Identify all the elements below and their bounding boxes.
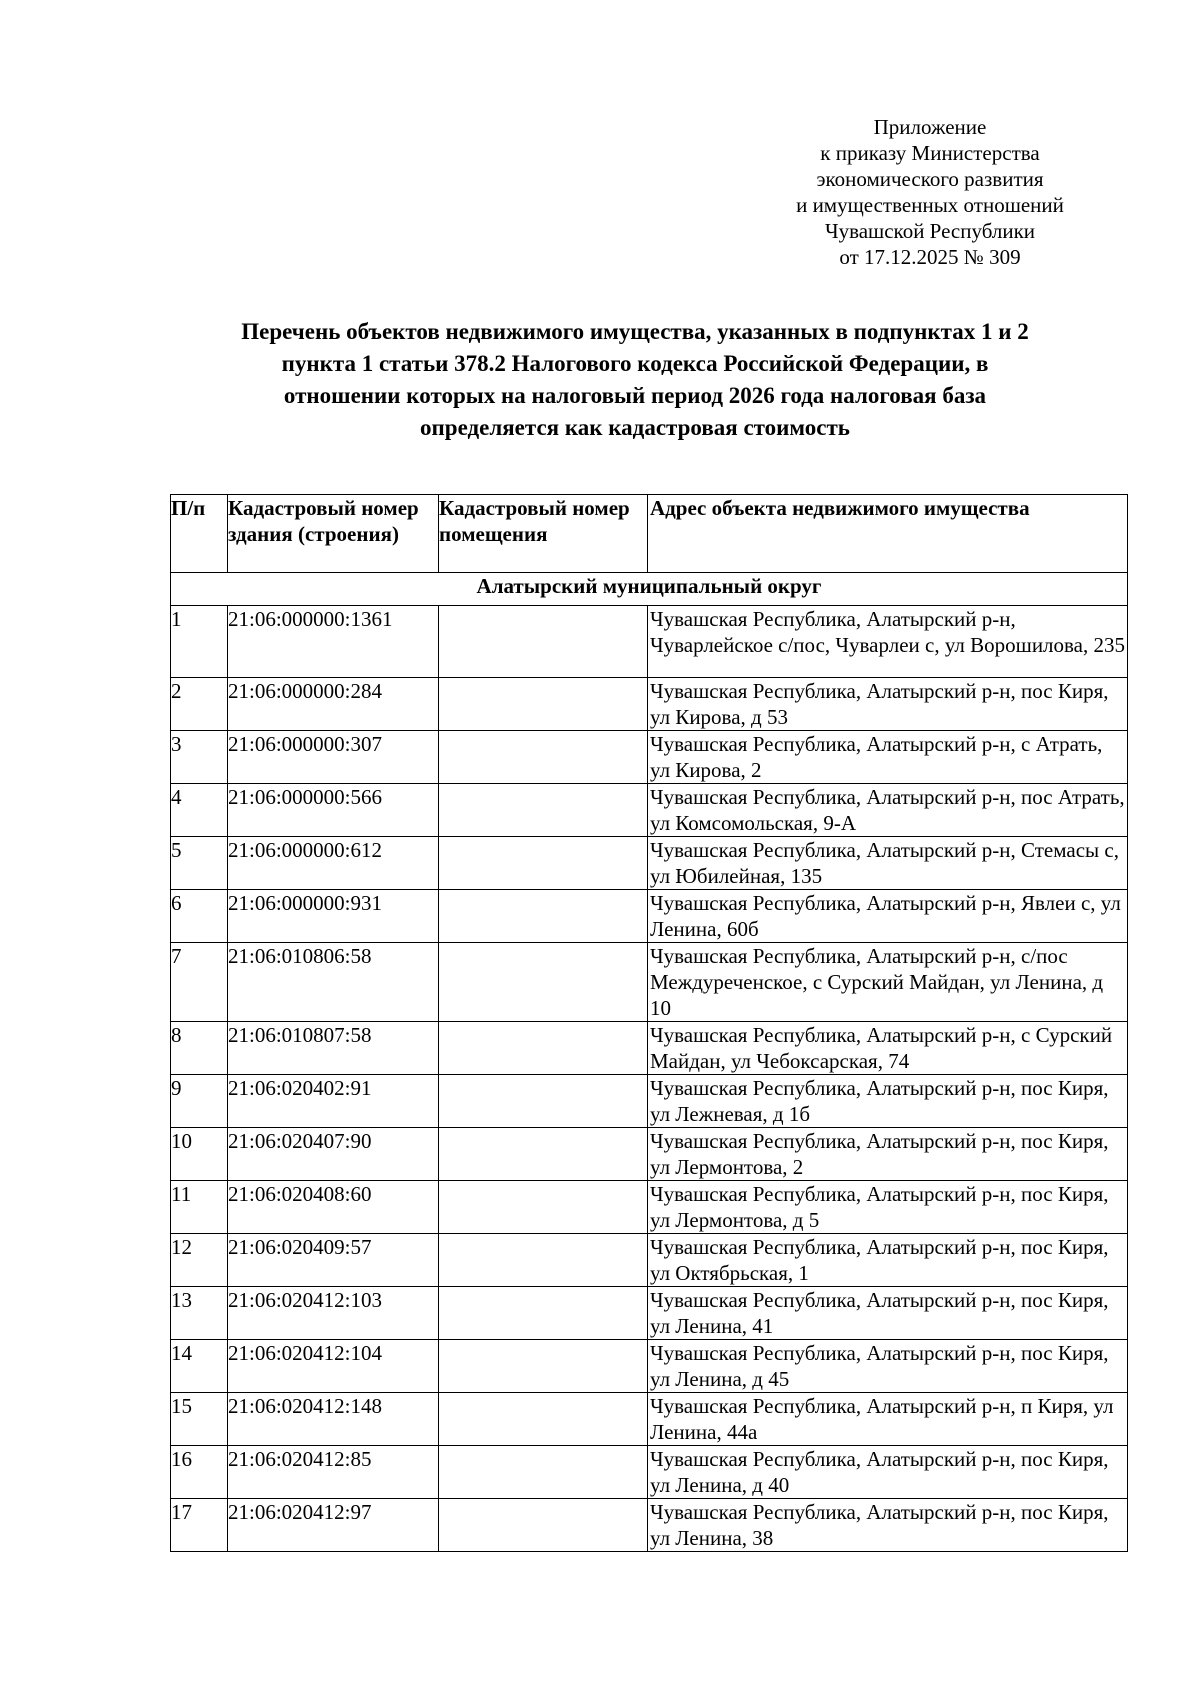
building-cadastral-number: 21:06:020407:90 bbox=[228, 1128, 439, 1181]
room-cadastral-number bbox=[439, 1393, 648, 1446]
table-row bbox=[171, 1234, 1128, 1287]
object-address: Чувашская Республика, Алатырский р-н, с Атрать, ул Кирова, 2 bbox=[648, 731, 1128, 784]
row-number: 5 bbox=[171, 837, 228, 890]
table-row bbox=[171, 1340, 1128, 1393]
object-address: Чувашская Республика, Алатырский р-н, с/пос Междуреченское, с Сурский Майдан, ул Ленина, д 10 bbox=[648, 943, 1128, 1022]
row-number: 7 bbox=[171, 943, 228, 1022]
property-register-table bbox=[170, 494, 1128, 1552]
title-line: Перечень объектов недвижимого имущества, указанных в подпунктах 1 и 2 bbox=[241, 319, 1029, 344]
table-row bbox=[171, 1393, 1128, 1446]
table-row bbox=[171, 837, 1128, 890]
object-address: Чувашская Республика, Алатырский р-н, Стемасы с, ул Юбилейная, 135 bbox=[648, 837, 1128, 890]
building-cadastral-number: 21:06:000000:1361 bbox=[228, 606, 439, 678]
object-address: Чувашская Республика, Алатырский р-н, пос Киря, ул Ленина, д 45 bbox=[648, 1340, 1128, 1393]
table-row bbox=[171, 1128, 1128, 1181]
header-room-number: Кадастровый номер помещения bbox=[439, 495, 648, 573]
row-number: 15 bbox=[171, 1393, 228, 1446]
appendix-line: и имущественных отношений bbox=[796, 193, 1064, 217]
title-line: определяется как кадастровая стоимость bbox=[420, 415, 850, 440]
header-address: Адрес объекта недвижимого имущества bbox=[648, 495, 1128, 573]
table-row bbox=[171, 1446, 1128, 1499]
title-line: пункта 1 статьи 378.2 Налогового кодекса Российской Федерации, в bbox=[281, 351, 989, 376]
document-title bbox=[160, 316, 1110, 444]
object-address: Чувашская Республика, Алатырский р-н, пос Киря, ул Ленина, 41 bbox=[648, 1287, 1128, 1340]
building-cadastral-number: 21:06:020408:60 bbox=[228, 1181, 439, 1234]
header-building-number: Кадастровый номер здания (строения) bbox=[228, 495, 439, 573]
building-cadastral-number: 21:06:000000:307 bbox=[228, 731, 439, 784]
building-cadastral-number: 21:06:020412:103 bbox=[228, 1287, 439, 1340]
appendix-line: экономического развития bbox=[816, 167, 1044, 191]
appendix-line: Чувашской Республики bbox=[824, 219, 1036, 243]
section-title: Алатырский муниципальный округ bbox=[171, 573, 1128, 606]
building-cadastral-number: 21:06:000000:566 bbox=[228, 784, 439, 837]
object-address: Чувашская Республика, Алатырский р-н, Явлеи с, ул Ленина, 60б bbox=[648, 890, 1128, 943]
row-number: 9 bbox=[171, 1075, 228, 1128]
header-num: П/п bbox=[171, 495, 228, 573]
row-number: 14 bbox=[171, 1340, 228, 1393]
room-cadastral-number bbox=[439, 943, 648, 1022]
room-cadastral-number bbox=[439, 1340, 648, 1393]
object-address: Чувашская Республика, Алатырский р-н, Чуварлейское с/пос, Чуварлеи с, ул Ворошилова, 235 bbox=[648, 606, 1128, 678]
table-row bbox=[171, 1075, 1128, 1128]
row-number: 2 bbox=[171, 678, 228, 731]
table-row bbox=[171, 1499, 1128, 1552]
room-cadastral-number bbox=[439, 1181, 648, 1234]
table-row bbox=[171, 890, 1128, 943]
object-address: Чувашская Республика, Алатырский р-н, п Киря, ул Ленина, 44а bbox=[648, 1393, 1128, 1446]
appendix-block bbox=[700, 114, 1160, 270]
row-number: 3 bbox=[171, 731, 228, 784]
object-address: Чувашская Республика, Алатырский р-н, пос Киря, ул Кирова, д 53 bbox=[648, 678, 1128, 731]
table-row bbox=[171, 943, 1128, 1022]
appendix-line: Приложение bbox=[873, 115, 987, 139]
appendix-line: от 17.12.2025 № 309 bbox=[839, 245, 1021, 269]
room-cadastral-number bbox=[439, 1075, 648, 1128]
row-number: 8 bbox=[171, 1022, 228, 1075]
room-cadastral-number bbox=[439, 1234, 648, 1287]
object-address: Чувашская Республика, Алатырский р-н, с Сурский Майдан, ул Чебоксарская, 74 bbox=[648, 1022, 1128, 1075]
room-cadastral-number bbox=[439, 1022, 648, 1075]
room-cadastral-number bbox=[439, 890, 648, 943]
room-cadastral-number bbox=[439, 731, 648, 784]
row-number: 17 bbox=[171, 1499, 228, 1552]
room-cadastral-number bbox=[439, 678, 648, 731]
object-address: Чувашская Республика, Алатырский р-н, пос Киря, ул Ленина, 38 bbox=[648, 1499, 1128, 1552]
building-cadastral-number: 21:06:020402:91 bbox=[228, 1075, 439, 1128]
building-cadastral-number: 21:06:000000:612 bbox=[228, 837, 439, 890]
row-number: 11 bbox=[171, 1181, 228, 1234]
object-address: Чувашская Республика, Алатырский р-н, пос Киря, ул Лежневая, д 1б bbox=[648, 1075, 1128, 1128]
room-cadastral-number bbox=[439, 1446, 648, 1499]
row-number: 13 bbox=[171, 1287, 228, 1340]
room-cadastral-number bbox=[439, 1499, 648, 1552]
building-cadastral-number: 21:06:020409:57 bbox=[228, 1234, 439, 1287]
table-header-row bbox=[171, 495, 1128, 573]
object-address: Чувашская Республика, Алатырский р-н, пос Киря, ул Лермонтова, д 5 bbox=[648, 1181, 1128, 1234]
row-number: 1 bbox=[171, 606, 228, 678]
building-cadastral-number: 21:06:010807:58 bbox=[228, 1022, 439, 1075]
table-row bbox=[171, 731, 1128, 784]
row-number: 10 bbox=[171, 1128, 228, 1181]
table-row bbox=[171, 784, 1128, 837]
table-row bbox=[171, 1181, 1128, 1234]
section-row bbox=[171, 573, 1128, 606]
building-cadastral-number: 21:06:020412:97 bbox=[228, 1499, 439, 1552]
building-cadastral-number: 21:06:000000:284 bbox=[228, 678, 439, 731]
room-cadastral-number bbox=[439, 1128, 648, 1181]
object-address: Чувашская Республика, Алатырский р-н, пос Атрать, ул Комсомольская, 9-А bbox=[648, 784, 1128, 837]
room-cadastral-number bbox=[439, 784, 648, 837]
table-row bbox=[171, 678, 1128, 731]
room-cadastral-number bbox=[439, 606, 648, 678]
title-line: отношении которых на налоговый период 2026 года налоговая база bbox=[283, 383, 987, 408]
table-row bbox=[171, 1022, 1128, 1075]
row-number: 4 bbox=[171, 784, 228, 837]
object-address: Чувашская Республика, Алатырский р-н, пос Киря, ул Ленина, д 40 bbox=[648, 1446, 1128, 1499]
building-cadastral-number: 21:06:010806:58 bbox=[228, 943, 439, 1022]
building-cadastral-number: 21:06:020412:104 bbox=[228, 1340, 439, 1393]
room-cadastral-number bbox=[439, 1287, 648, 1340]
row-number: 16 bbox=[171, 1446, 228, 1499]
object-address: Чувашская Республика, Алатырский р-н, пос Киря, ул Октябрьская, 1 bbox=[648, 1234, 1128, 1287]
row-number: 12 bbox=[171, 1234, 228, 1287]
table-row bbox=[171, 1287, 1128, 1340]
room-cadastral-number bbox=[439, 837, 648, 890]
building-cadastral-number: 21:06:020412:148 bbox=[228, 1393, 439, 1446]
appendix-line: к приказу Министерства bbox=[820, 141, 1040, 165]
building-cadastral-number: 21:06:000000:931 bbox=[228, 890, 439, 943]
building-cadastral-number: 21:06:020412:85 bbox=[228, 1446, 439, 1499]
table-row bbox=[171, 606, 1128, 678]
object-address: Чувашская Республика, Алатырский р-н, пос Киря, ул Лермонтова, 2 bbox=[648, 1128, 1128, 1181]
row-number: 6 bbox=[171, 890, 228, 943]
